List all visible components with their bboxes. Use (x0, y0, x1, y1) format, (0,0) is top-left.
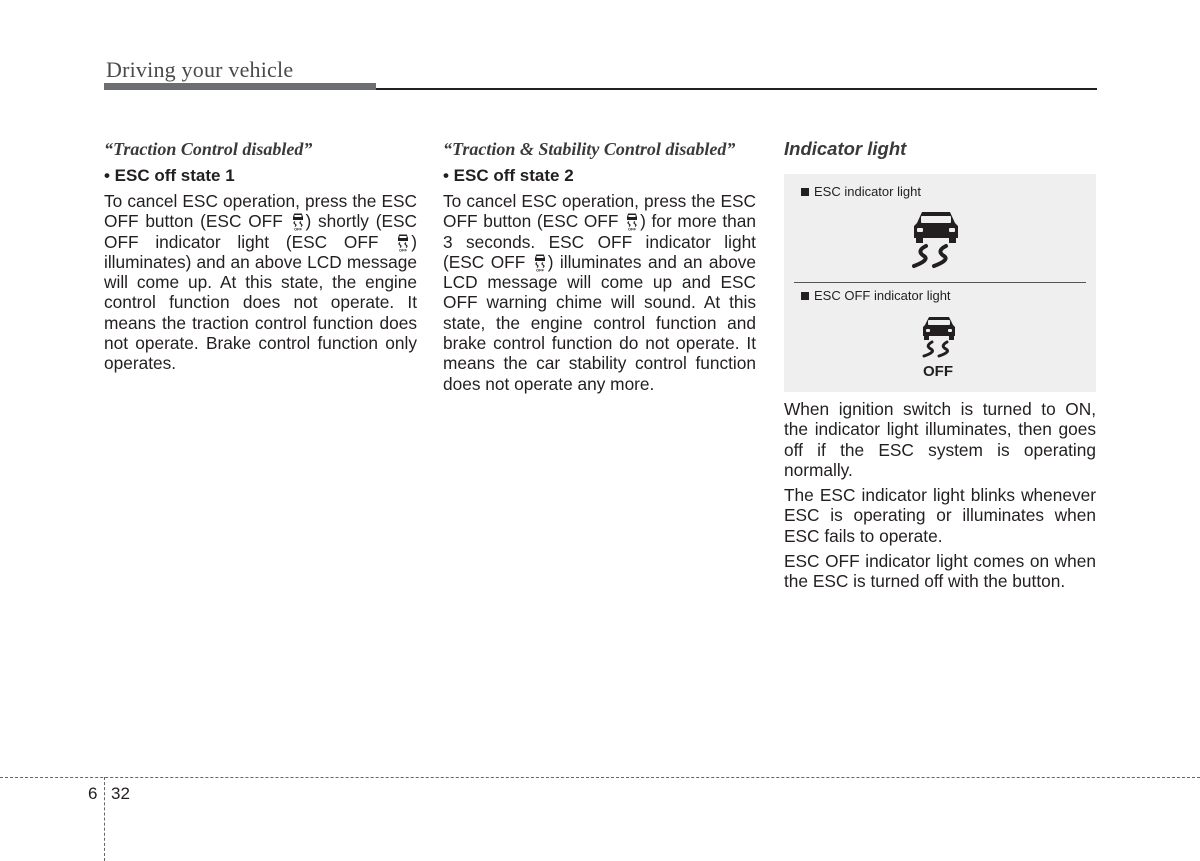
panel-divider (794, 282, 1086, 283)
text-segment: ) for more than 3 seconds. ESC OFF indicator light (ESC OFF (443, 211, 756, 272)
text-segment: ) shortly (ESC OFF indicator light (ESC OFF (104, 211, 417, 252)
esc-off-icon (291, 211, 305, 231)
page-chapter-number: 6 (88, 784, 98, 803)
text-segment: ) illuminates) and an above LCD message will come up. At this state, the engine control function does not operate. It means the traction control function does not operate. Brake control function only operates. (104, 231, 417, 374)
bullet-esc-off-state-1: • ESC off state 1 (104, 166, 235, 185)
text-segment: ) illuminates and an above LCD message will come up and ESC OFF warning chime will sound. At this state, the engine control function and brake control function do not operate. It means the car stability control function does not operate any more. (443, 251, 756, 394)
esc-indicator-label (801, 184, 921, 199)
off-label: OFF (923, 363, 953, 379)
icon-off-caption: OFF (628, 226, 637, 232)
esc-indicator-label-text: ESC indicator light (814, 184, 921, 199)
esc-off-indicator-icon (919, 315, 959, 379)
icon-off-caption: OFF (535, 267, 544, 272)
esc-off-indicator-label (801, 288, 951, 303)
square-bullet-icon (801, 292, 809, 300)
esc-indicator-icon (908, 210, 964, 270)
text-segment: To cancel ESC operation, press the ESC OFF button (ESC OFF (104, 191, 417, 232)
column-indicator-light (784, 138, 1096, 597)
footer-rule (0, 777, 1200, 778)
paragraph-indicator-ignition: When ignition switch is turned to ON, the indicator light illuminates, then goes off if the ESC system is operating normally. (784, 399, 1096, 480)
indicator-light-heading: Indicator light (784, 138, 907, 159)
icon-off-caption: OFF (293, 226, 302, 232)
header-rule-thin (376, 88, 1097, 90)
paragraph-indicator-blinks: The ESC indicator light blinks whenever ESC is operating or illuminates when ESC fails to operate. (784, 485, 1096, 546)
paragraph-esc-off-state-2 (443, 191, 756, 394)
header-rule-thick (104, 83, 376, 90)
column-esc-off-state-2 (443, 138, 756, 394)
esc-off-icon (396, 232, 410, 252)
page-number: 32 (111, 784, 130, 803)
paragraph-esc-off-comes-on: ESC OFF indicator light comes on when the ESC is turned off with the button. (784, 551, 1096, 592)
esc-off-icon (533, 252, 547, 272)
icon-off-caption: OFF (399, 247, 408, 252)
bullet-esc-off-state-2: • ESC off state 2 (443, 166, 574, 185)
column-esc-off-state-1 (104, 138, 417, 374)
paragraph-esc-off-state-1 (104, 191, 417, 374)
subhead-traction-stability-disabled: “Traction & Stability Control disabled” (443, 139, 736, 159)
esc-off-indicator-label-text: ESC OFF indicator light (814, 288, 951, 303)
header-title: Driving your vehicle (106, 57, 294, 82)
footer-vertical-rule (104, 777, 105, 861)
esc-off-icon (625, 211, 639, 231)
text-segment: To cancel ESC operation, press the ESC OFF button (ESC OFF (443, 191, 756, 232)
indicator-panel (784, 174, 1096, 392)
subhead-traction-control-disabled: “Traction Control disabled” (104, 139, 313, 159)
square-bullet-icon (801, 188, 809, 196)
